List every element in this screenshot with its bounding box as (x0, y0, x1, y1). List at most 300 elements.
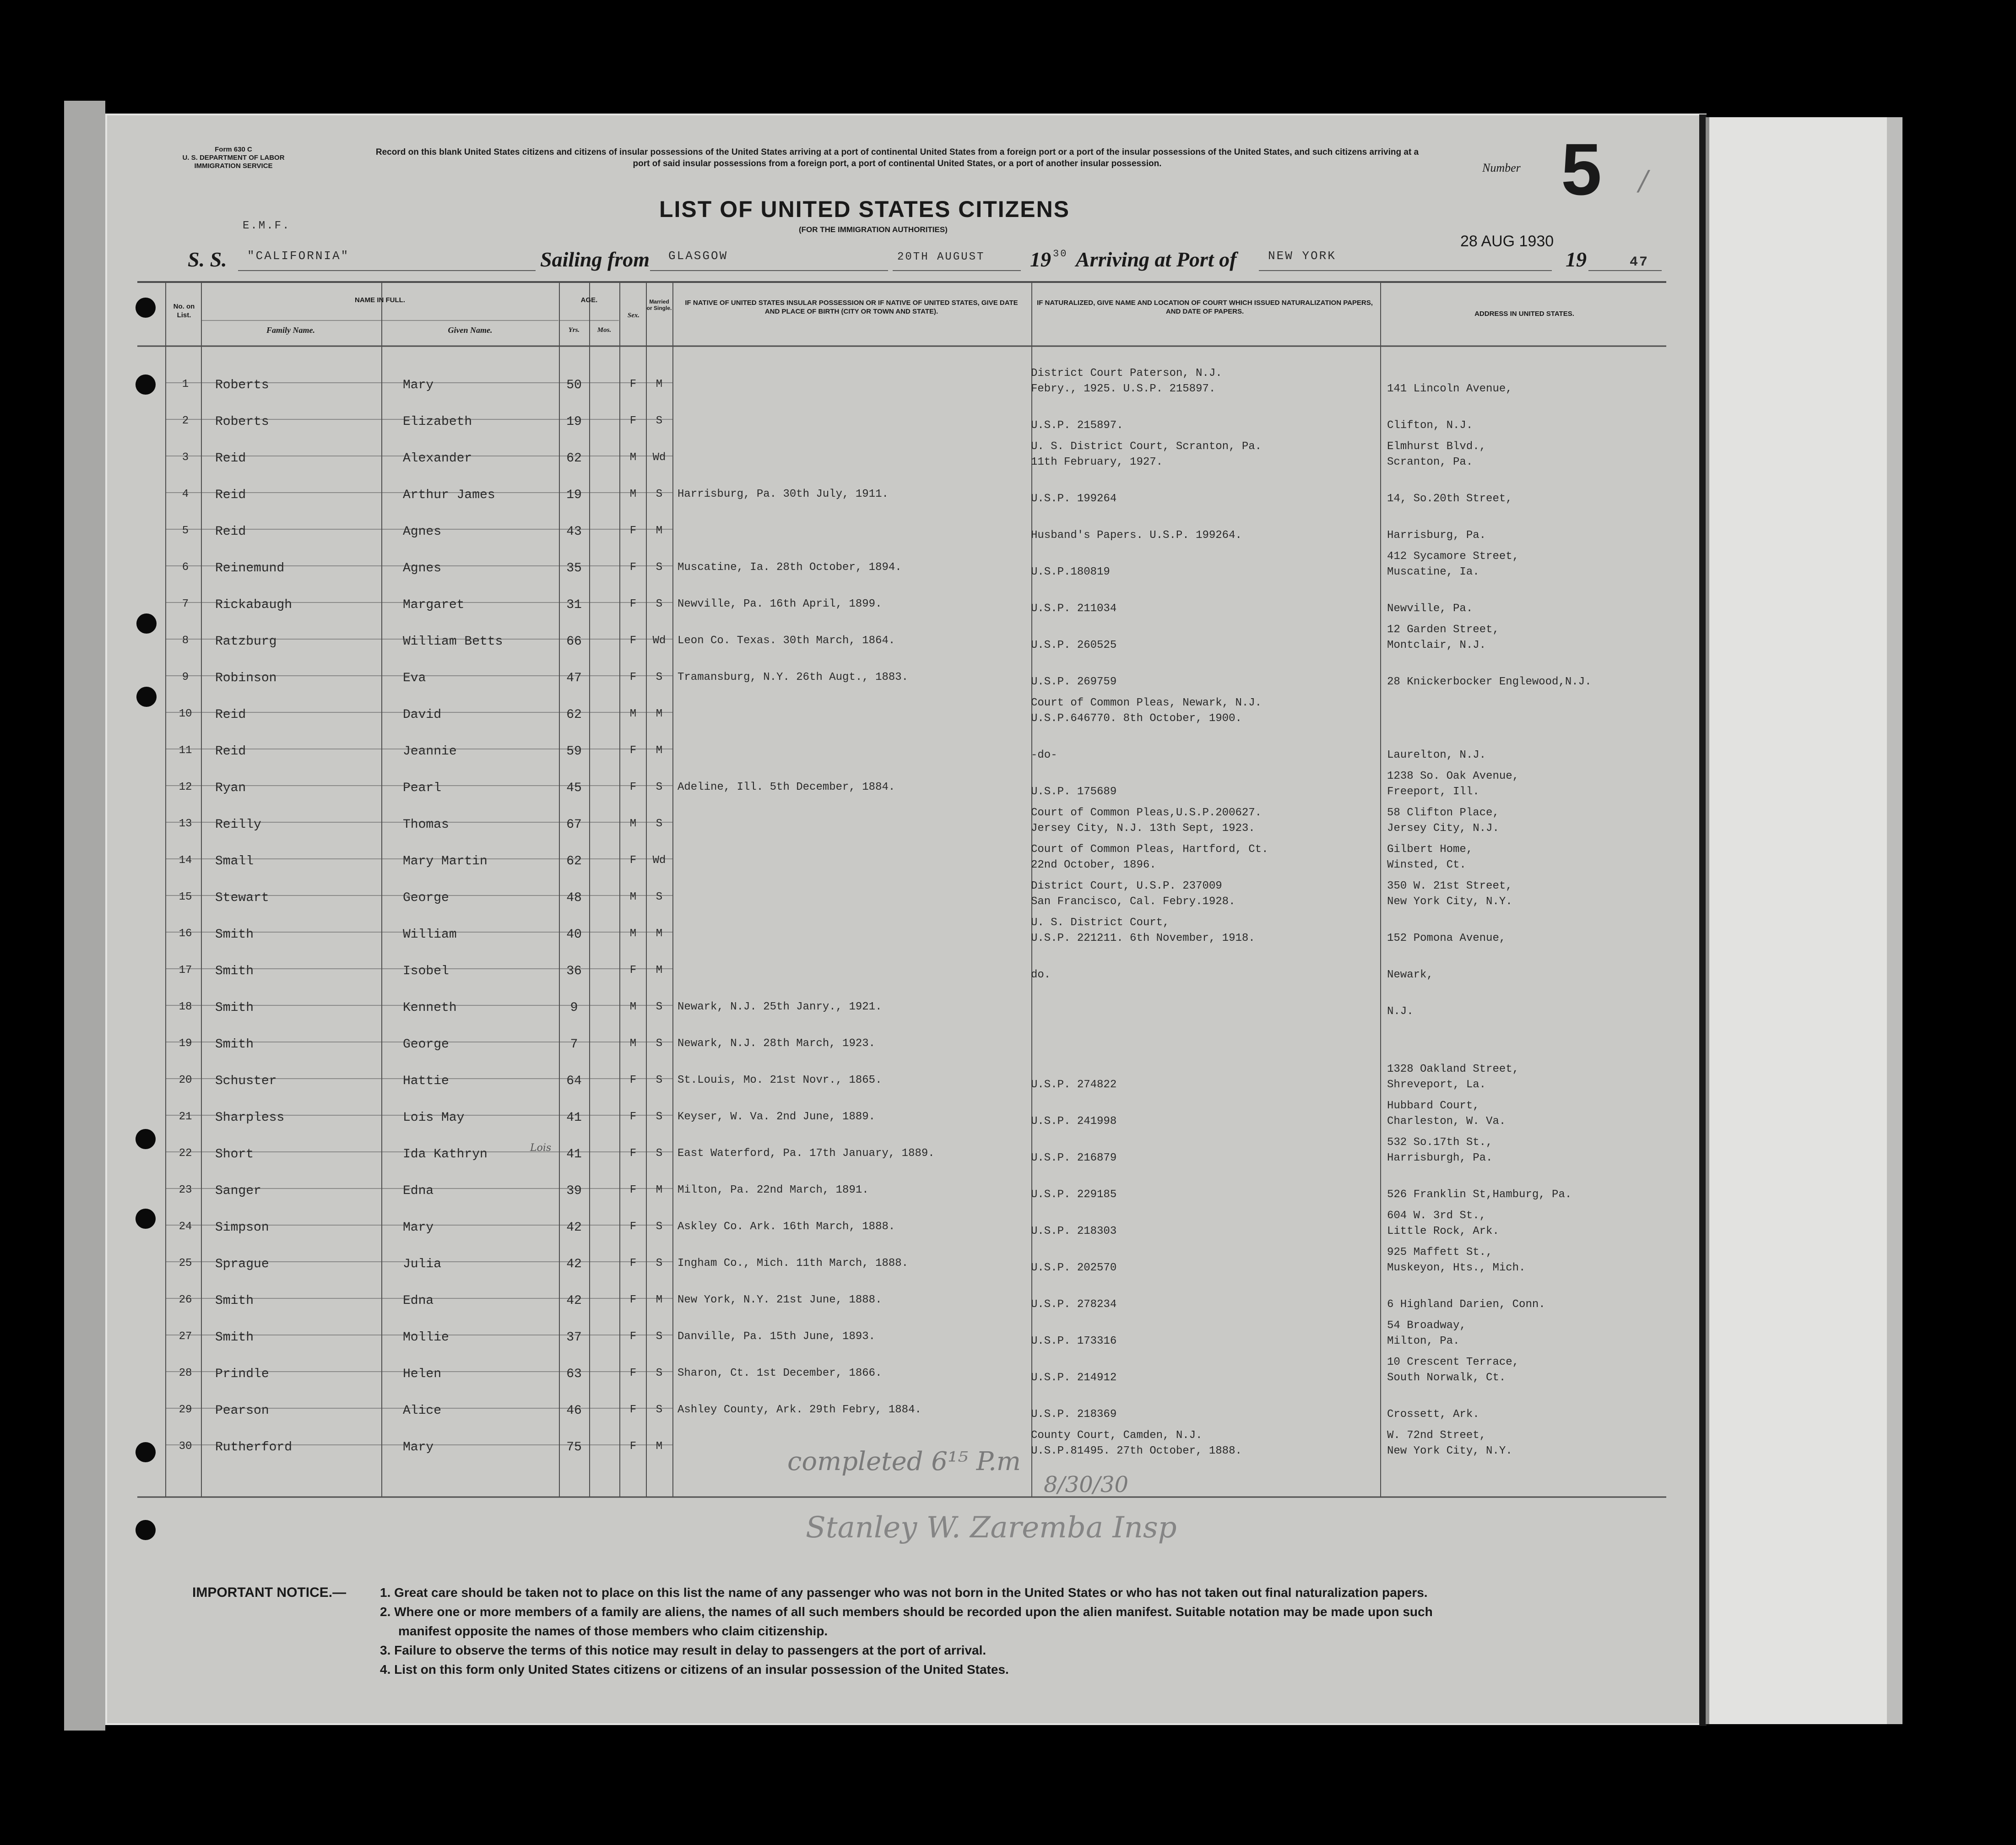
given-name: Lois May (403, 1111, 465, 1125)
row-number: 23 (179, 1184, 192, 1196)
binding-hole (135, 1442, 156, 1462)
family-name: Smith (215, 928, 254, 942)
address-line-1: Hubbard Court, (1387, 1100, 1479, 1112)
family-name: Rutherford (215, 1440, 293, 1454)
age-years: 48 (566, 891, 582, 905)
address-line-2: Winsted, Ct. (1387, 859, 1466, 871)
given-name: Edna (403, 1184, 434, 1198)
address-line-2: 28 Knickerbocker Englewood,N.J. (1387, 676, 1592, 688)
address-line-2: Muscatine, Ia. (1387, 566, 1479, 578)
header-sex: Sex. (627, 312, 640, 319)
given-name: Margaret (403, 598, 465, 612)
family-name: Reid (215, 744, 246, 759)
birth-place-date: Newark, N.J. 28th March, 1923. (677, 1037, 876, 1050)
row-number: 17 (179, 964, 192, 977)
binding-hole (136, 613, 157, 634)
given-name: George (403, 1037, 449, 1052)
sex: M (629, 891, 637, 903)
marital-status: M (656, 1184, 663, 1196)
header-birth: IF NATIVE OF UNITED STATES INSULAR POSSESSION OR IF NATIVE OF UNITED STATES, GIVE DATE AND PLACE OF BIRTH (CITY OR TOWN AND STATE). (685, 299, 1018, 315)
binding-hole (135, 298, 156, 318)
notice-item-2: 2. Where one or more members of a family are aliens, the names of all such members should be recorded upon the alien manifest. Suitable notation may be made upon such (380, 1605, 1433, 1619)
naturalization-line-2: U.S.P.180819 (1031, 566, 1110, 578)
sex: M (629, 451, 637, 464)
row-number: 29 (179, 1404, 192, 1416)
given-name: Alexander (403, 451, 472, 466)
naturalization-line-1: District Court, U.S.P. 237009 (1031, 880, 1222, 892)
age-years: 62 (566, 854, 582, 868)
marital-status: S (656, 415, 663, 427)
naturalization-line-1: Court of Common Pleas,U.S.P.200627. (1031, 807, 1262, 819)
year-prefix: 19 (1030, 248, 1051, 271)
row-number: 16 (179, 928, 192, 940)
marital-status: Wd (652, 854, 666, 867)
given-name: Arthur James (403, 488, 495, 502)
header-yrs: Yrs. (568, 326, 580, 334)
naturalization-line-2: Febry., 1925. U.S.P. 215897. (1031, 383, 1216, 395)
age-years: 37 (566, 1330, 582, 1345)
address-line-2: Shreveport, La. (1387, 1079, 1486, 1091)
birth-place-date: Leon Co. Texas. 30th March, 1864. (677, 635, 895, 647)
age-years: 40 (566, 928, 582, 942)
notice-item-2-cont: manifest opposite the names of those members who claim citizenship. (398, 1624, 828, 1638)
row-number: 13 (179, 818, 192, 830)
given-name: Helen (403, 1367, 442, 1381)
naturalization-line-2: U.S.P. 274822 (1031, 1079, 1117, 1091)
family-name: Smith (215, 1037, 254, 1052)
row-number: 27 (179, 1330, 192, 1343)
marital-status: S (656, 671, 663, 684)
birth-place-date: Newville, Pa. 16th April, 1899. (677, 598, 882, 610)
header-address: ADDRESS IN UNITED STATES. (1474, 310, 1574, 318)
naturalization-line-2: U.S.P. 211034 (1031, 602, 1117, 615)
birth-place-date: Danville, Pa. 15th June, 1893. (677, 1330, 876, 1343)
list-number: 5 (1561, 128, 1602, 210)
given-name: Mollie (403, 1330, 449, 1345)
address-line-2: Clifton, N.J. (1387, 419, 1473, 432)
row-number: 19 (179, 1037, 192, 1050)
sex: M (629, 1001, 637, 1013)
header-no: No. on List. (173, 303, 195, 319)
naturalization-line-1: U. S. District Court, (1031, 917, 1170, 929)
marital-status: Wd (652, 635, 666, 647)
port-from: GLASGOW (668, 249, 728, 263)
family-name: Ratzburg (215, 635, 277, 649)
family-name: Schuster (215, 1074, 277, 1088)
row-number: 18 (179, 1001, 192, 1013)
given-name: William Betts (403, 635, 503, 649)
family-name: Reid (215, 488, 246, 502)
naturalization-line-2: U.S.P. 214912 (1031, 1372, 1117, 1384)
row-number: 3 (182, 451, 189, 464)
age-years: 35 (566, 561, 582, 575)
family-name: Reinemund (215, 561, 285, 575)
address-line-1: 350 W. 21st Street, (1387, 880, 1512, 892)
sex: F (629, 1111, 637, 1123)
given-name: Isobel (403, 964, 449, 978)
birth-place-date: Harrisburg, Pa. 30th July, 1911. (677, 488, 889, 500)
arrival-year-prefix: 19 (1566, 248, 1587, 271)
family-name: Roberts (215, 378, 269, 392)
age-years: 36 (566, 964, 582, 978)
address-line-1: 412 Sycamore Street, (1387, 550, 1519, 563)
address-line-2: Harrisburgh, Pa. (1387, 1152, 1493, 1164)
family-name: Ryan (215, 781, 246, 795)
marital-status: M (656, 1294, 663, 1306)
sex: F (629, 1257, 637, 1270)
naturalization-line-2: U.S.P. 202570 (1031, 1262, 1117, 1274)
address-line-1: W. 72nd Street, (1387, 1429, 1486, 1442)
marital-status: M (656, 928, 663, 940)
address-line-2: Charleston, W. Va. (1387, 1115, 1506, 1128)
binding-hole (136, 687, 157, 707)
given-name: Alice (403, 1404, 442, 1418)
row-number: 24 (179, 1221, 192, 1233)
birth-place-date: Adeline, Ill. 5th December, 1884. (677, 781, 895, 793)
address-line-2: 6 Highland Darien, Conn. (1387, 1298, 1545, 1311)
given-name: Eva (403, 671, 426, 685)
marital-status: S (656, 1074, 663, 1086)
naturalization-line-2: U.S.P. 269759 (1031, 676, 1117, 688)
address-line-2: Newark, (1387, 969, 1433, 981)
row-number: 15 (179, 891, 192, 903)
marital-status: M (656, 378, 663, 391)
age-years: 62 (566, 451, 582, 466)
marital-status: S (656, 1404, 663, 1416)
birth-place-date: Muscatine, Ia. 28th October, 1894. (677, 561, 902, 574)
sex: F (629, 1221, 637, 1233)
family-name: Rickabaugh (215, 598, 293, 612)
marital-status: S (656, 1367, 663, 1379)
naturalization-line-2: U.S.P. 218303 (1031, 1225, 1117, 1237)
row-number: 20 (179, 1074, 192, 1086)
header-age: AGE. (580, 296, 598, 304)
ship-name: "CALIFORNIA" (247, 249, 350, 263)
check-mark: / (1639, 165, 1648, 197)
family-name: Reilly (215, 818, 261, 832)
year-suffix: 30 (1053, 248, 1068, 260)
family-name: Pearson (215, 1404, 269, 1418)
sex: F (629, 1440, 637, 1453)
given-name: Mary Martin (403, 854, 488, 868)
sex: F (629, 1404, 637, 1416)
inspector-signature: Stanley W. Zaremba Insp (806, 1511, 1177, 1545)
naturalization-line-2: Jersey City, N.J. 13th Sept, 1923. (1031, 822, 1255, 835)
address-line-1: Gilbert Home, (1387, 843, 1473, 856)
marital-status: S (656, 1037, 663, 1050)
age-years: 42 (566, 1221, 582, 1235)
record-instructions: Record on this blank United States citizens and citizens of insular possessions of the United States arriving at a port of continental United States from a foreign port or a port of the insular possessions of the United States, and such citizens arriving at a port of said insular possessions from a foreign port, a port of continental United States, or a port of another insular possession. (375, 147, 1419, 168)
naturalization-line-2: San Francisco, Cal. Febry.1928. (1031, 895, 1236, 908)
sex: F (629, 378, 637, 391)
address-line-2: 141 Lincoln Avenue, (1387, 383, 1512, 395)
naturalization-line-1: District Court Paterson, N.J. (1031, 367, 1222, 380)
naturalization-line-2: U.S.P. 218369 (1031, 1408, 1117, 1421)
row-number: 1 (182, 378, 189, 391)
naturalization-line-2: U.S.P.81495. 27th October, 1888. (1031, 1445, 1242, 1457)
row-number: 2 (182, 415, 189, 427)
age-years: 19 (566, 488, 582, 502)
age-years: 43 (566, 525, 582, 539)
family-name: Stewart (215, 891, 269, 905)
row-number: 6 (182, 561, 189, 574)
ss-label: S. S. (188, 248, 227, 271)
family-name: Sanger (215, 1184, 261, 1198)
birth-place-date: Askley Co. Ark. 16th March, 1888. (677, 1221, 895, 1233)
age-years: 67 (566, 818, 582, 832)
header-married: Married or Single. (646, 298, 672, 311)
birth-place-date: Keyser, W. Va. 2nd June, 1889. (677, 1111, 876, 1123)
sex: F (629, 1330, 637, 1343)
address-line-2: Harrisburg, Pa. (1387, 529, 1486, 542)
address-line-2: 152 Pomona Avenue, (1387, 932, 1506, 944)
age-years: 50 (566, 378, 582, 392)
family-name: Smith (215, 1294, 254, 1308)
service: IMMIGRATION SERVICE (194, 162, 273, 170)
age-years: 66 (566, 635, 582, 649)
naturalization-line-2: U.S.P. 229185 (1031, 1188, 1117, 1201)
row-number: 12 (179, 781, 192, 793)
family-name: Simpson (215, 1221, 269, 1235)
marital-status: S (656, 781, 663, 793)
naturalization-line-2: U.S.P. 175689 (1031, 786, 1117, 798)
naturalization-line-2: U.S.P.646770. 8th October, 1900. (1031, 712, 1242, 725)
age-years: 63 (566, 1367, 582, 1381)
given-name: Mary (403, 378, 434, 392)
age-years: 31 (566, 598, 582, 612)
given-name: Agnes (403, 525, 442, 539)
naturalization-line-2: U.S.P. 221211. 6th November, 1918. (1031, 932, 1255, 944)
sex: M (629, 708, 637, 720)
row-number: 22 (179, 1147, 192, 1160)
age-years: 59 (566, 744, 582, 759)
row-number: 4 (182, 488, 189, 500)
notice-item-3: 3. Failure to observe the terms of this notice may result in delay to passengers at the port of arrival. (380, 1643, 986, 1657)
row-number: 14 (179, 854, 192, 867)
sailing-date: 20TH AUGUST (897, 251, 985, 263)
address-line-2: Scranton, Pa. (1387, 456, 1473, 468)
birth-place-date: Ingham Co., Mich. 11th March, 1888. (677, 1257, 909, 1270)
family-name: Reid (215, 708, 246, 722)
age-years: 19 (566, 415, 582, 429)
address-line-2: Freeport, Ill. (1387, 786, 1479, 798)
birth-place-date: Tramansburg, N.Y. 26th Augt., 1883. (677, 671, 909, 684)
row-number: 25 (179, 1257, 192, 1270)
sex: F (629, 1147, 637, 1160)
given-name: Mary (403, 1221, 434, 1235)
family-name: Smith (215, 964, 254, 978)
sex: F (629, 1294, 637, 1306)
marital-status: S (656, 891, 663, 903)
age-years: 45 (566, 781, 582, 795)
age-years: 62 (566, 708, 582, 722)
birth-place-date: New York, N.Y. 21st June, 1888. (677, 1294, 882, 1306)
address-line-1: 1328 Oakland Street, (1387, 1063, 1519, 1075)
marital-status: S (656, 1111, 663, 1123)
family-name: Small (215, 854, 254, 868)
given-name: Ida Kathryn (403, 1147, 488, 1161)
marital-status: S (656, 1257, 663, 1270)
notice-heading: IMPORTANT NOTICE.— (192, 1585, 347, 1600)
naturalization-line-2: -do- (1031, 749, 1057, 761)
naturalization-line-1: Court of Common Pleas, Newark, N.J. (1031, 697, 1262, 709)
family-name: Smith (215, 1330, 254, 1345)
age-years: 7 (570, 1037, 578, 1052)
age-years: 75 (566, 1440, 582, 1454)
sex: F (629, 525, 637, 537)
address-line-1: 54 Broadway, (1387, 1319, 1466, 1332)
row-number: 11 (179, 744, 192, 757)
naturalization-line-2: U.S.P. 241998 (1031, 1115, 1117, 1128)
naturalization-line-2: U.S.P. 278234 (1031, 1298, 1117, 1311)
address-line-2: Milton, Pa. (1387, 1335, 1460, 1347)
address-line-1: 925 Maffett St., (1387, 1246, 1493, 1259)
address-line-1: 604 W. 3rd St., (1387, 1210, 1486, 1222)
sex: F (629, 671, 637, 684)
address-line-2: New York City, N.Y. (1387, 1445, 1512, 1457)
marital-status: S (656, 561, 663, 574)
naturalization-line-1: County Court, Camden, N.J. (1031, 1429, 1203, 1442)
sex: F (629, 415, 637, 427)
family-name: Smith (215, 1001, 254, 1015)
row-number: 21 (179, 1111, 192, 1123)
marital-status: S (656, 1221, 663, 1233)
naturalization-line-2: U.S.P. 216879 (1031, 1152, 1117, 1164)
given-name: Thomas (403, 818, 449, 832)
naturalization-line-2: U.S.P. 215897. (1031, 419, 1123, 432)
birth-place-date: Milton, Pa. 22nd March, 1891. (677, 1184, 869, 1196)
header-naturalized: IF NATURALIZED, GIVE NAME AND LOCATION OF COURT WHICH ISSUED NATURALIZATION PAPERS, AND DATE OF PAPERS. (1037, 299, 1373, 315)
given-name: Mary (403, 1440, 434, 1454)
sex: M (629, 818, 637, 830)
family-name: Reid (215, 525, 246, 539)
address-line-1: 1238 So. Oak Avenue, (1387, 770, 1519, 782)
naturalization-line-2: 11th February, 1927. (1031, 456, 1163, 468)
row-number: 10 (179, 708, 192, 720)
address-line-2: 14, So.20th Street, (1387, 493, 1512, 505)
header-name-in-full: NAME IN FULL. (355, 296, 405, 304)
naturalization-line-2: U.S.P. 260525 (1031, 639, 1117, 651)
sex: F (629, 561, 637, 574)
row-number: 7 (182, 598, 189, 610)
address-line-2: Little Rock, Ark. (1387, 1225, 1499, 1237)
address-line-2: Crossett, Ark. (1387, 1408, 1479, 1421)
given-name: Agnes (403, 561, 442, 575)
address-line-1: 10 Crescent Terrace, (1387, 1356, 1519, 1368)
row-number: 30 (179, 1440, 192, 1453)
port-to: NEW YORK (1268, 249, 1336, 263)
birth-place-date: Ashley County, Ark. 29th Febry, 1884. (677, 1404, 921, 1416)
row-number: 8 (182, 635, 189, 647)
marital-status: S (656, 488, 663, 500)
marital-status: S (656, 818, 663, 830)
binding-hole (135, 1129, 156, 1149)
address-line-1: 58 Clifton Place, (1387, 807, 1499, 819)
row-number: 26 (179, 1294, 192, 1306)
address-line-2: N.J. (1387, 1005, 1414, 1018)
date-note: 8/30/30 (1044, 1472, 1129, 1498)
marital-status: S (656, 1147, 663, 1160)
emf-code: E.M.F. (243, 220, 291, 232)
form-number: Form 630 C (215, 146, 252, 153)
address-line-2: 526 Franklin St,Hamburg, Pa. (1387, 1188, 1572, 1201)
given-name: Hattie (403, 1074, 449, 1088)
given-name: George (403, 891, 449, 905)
age-years: 41 (566, 1147, 582, 1161)
page-title: LIST OF UNITED STATES CITIZENS (659, 196, 1070, 222)
sex: F (629, 1367, 637, 1379)
row-number: 28 (179, 1367, 192, 1379)
header-given-name: Given Name. (448, 326, 493, 335)
marital-status: Wd (652, 451, 666, 464)
address-line-1: 12 Garden Street, (1387, 624, 1499, 636)
row-number: 9 (182, 671, 189, 684)
header-family-name: Family Name. (266, 326, 315, 335)
binding-hole (135, 1520, 156, 1540)
address-line-2: Laurelton, N.J. (1387, 749, 1486, 761)
sex: F (629, 964, 637, 977)
arrival-stamp: 28 AUG 1930 (1460, 233, 1554, 250)
family-name: Robinson (215, 671, 277, 685)
age-years: 39 (566, 1184, 582, 1198)
sex: F (629, 854, 637, 867)
address-line-1: 532 So.17th St., (1387, 1136, 1493, 1149)
marital-status: S (656, 598, 663, 610)
sailing-label: Sailing from (540, 248, 650, 271)
family-name: Reid (215, 451, 246, 466)
marital-status: S (656, 1001, 663, 1013)
given-name: Elizabeth (403, 415, 472, 429)
address-line-2: Jersey City, N.J. (1387, 822, 1499, 835)
family-name: Sprague (215, 1257, 269, 1271)
given-name: William (403, 928, 457, 942)
family-name: Prindle (215, 1367, 269, 1381)
age-years: 42 (566, 1294, 582, 1308)
number-label: Number (1482, 161, 1521, 174)
given-name: Jeannie (403, 744, 457, 759)
address-line-2: New York City, N.Y. (1387, 895, 1512, 908)
arriving-label: Arriving at Port of (1076, 248, 1237, 271)
binding-hole (135, 1209, 156, 1229)
given-name: Edna (403, 1294, 434, 1308)
sex: F (629, 635, 637, 647)
marital-status: M (656, 1440, 663, 1453)
age-years: 41 (566, 1111, 582, 1125)
naturalization-line-2: do. (1031, 969, 1051, 981)
sex: F (629, 781, 637, 793)
naturalization-line-2: 22nd October, 1896. (1031, 859, 1156, 871)
age-years: 42 (566, 1257, 582, 1271)
page-subtitle: (FOR THE IMMIGRATION AUTHORITIES) (799, 225, 948, 234)
naturalization-line-2: U.S.P. 173316 (1031, 1335, 1117, 1347)
row-number: 5 (182, 525, 189, 537)
completed-note: completed 6¹⁵ P.m (787, 1447, 1021, 1476)
binding-hole (135, 374, 156, 395)
birth-place-date: Newark, N.J. 25th Janry., 1921. (677, 1001, 882, 1013)
naturalization-line-2: Husband's Papers. U.S.P. 199264. (1031, 529, 1242, 542)
address-line-2: Newville, Pa. (1387, 602, 1473, 615)
marital-status: M (656, 708, 663, 720)
given-name-annotation: Lois (530, 1142, 552, 1154)
sex: F (629, 598, 637, 610)
age-years: 46 (566, 1404, 582, 1418)
sex: M (629, 488, 637, 500)
birth-place-date: St.Louis, Mo. 21st Novr., 1865. (677, 1074, 882, 1086)
age-years: 64 (566, 1074, 582, 1088)
address-line-2: Muskeyon, Hts., Mich. (1387, 1262, 1526, 1274)
marital-status: S (656, 1330, 663, 1343)
address-line-2: Montclair, N.J. (1387, 639, 1486, 651)
